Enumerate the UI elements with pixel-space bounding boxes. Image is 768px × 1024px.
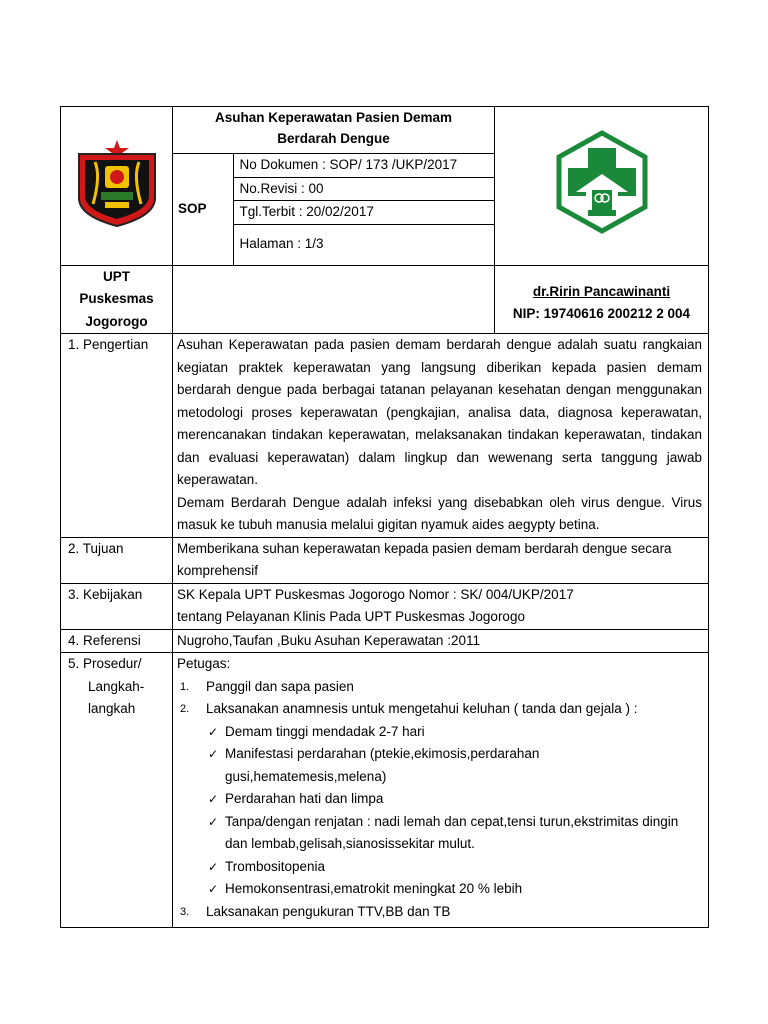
pengertian-label: 1. Pengertian <box>61 334 173 538</box>
check-icon: ✓ <box>208 859 219 874</box>
prosedur-steps <box>177 676 704 721</box>
org-line1: UPT <box>103 268 130 284</box>
step-text: Laksanakan pengukuran TTV,BB dan TB <box>206 903 451 919</box>
title-block <box>173 107 495 266</box>
check-icon: ✓ <box>208 792 219 806</box>
check-icon: ✓ <box>208 814 219 829</box>
symptom-checklist <box>177 721 704 901</box>
step-text: Laksanakan anamnesis untuk mengetahui keluhan ( tanda dan gejala ) : <box>206 701 638 716</box>
referensi-content: Nugroho,Taufan ,Buku Asuhan Keperawatan :2011 <box>173 629 709 653</box>
tujuan-content: Memberikana suhan keperawatan kepada pasien demam berdarah dengue secara komprehensif <box>173 537 709 583</box>
sop-document <box>60 106 708 928</box>
checklist-text: Manifestasi perdarahan (ptekie,ekimosis,perdarahan gusi,hematemesis,melena) <box>225 746 540 784</box>
prosedur-label-line3: langkah <box>88 701 136 716</box>
tujuan-label: 2. Tujuan <box>61 537 173 583</box>
no-revisi: No.Revisi : 00 <box>233 177 494 201</box>
checklist-item <box>177 811 704 856</box>
sop-label: SOP <box>173 154 233 265</box>
kebijakan-content <box>173 583 709 629</box>
prosedur-steps-continued <box>177 901 704 924</box>
checklist-text: Perdarahan hati dan limpa <box>225 791 384 806</box>
kebijakan-label: 3. Kebijakan <box>61 583 173 629</box>
district-crest-icon <box>71 136 163 228</box>
kebijakan-line2: tentang Pelayanan Klinis Pada UPT Puskesmas Jogorogo <box>177 609 525 624</box>
kebijakan-line1: SK Kepala UPT Puskesmas Jogorogo Nomor : SK/ 004/UKP/2017 <box>177 586 574 602</box>
step-text: Panggil dan sapa pasien <box>206 678 354 694</box>
checklist-text: Trombositopenia <box>225 858 326 874</box>
check-icon: ✓ <box>208 882 219 896</box>
org-line3: Jogorogo <box>85 313 148 329</box>
signer-nip: NIP: 19740616 200212 2 004 <box>512 306 691 322</box>
blank-cell <box>173 265 495 334</box>
referensi-label: 4. Referensi <box>61 629 173 653</box>
check-icon: ✓ <box>208 747 219 761</box>
district-crest-cell <box>61 107 173 266</box>
checklist-item <box>177 856 704 879</box>
tgl-terbit: Tgl.Terbit : 20/02/2017 <box>233 201 494 225</box>
no-dokumen: No Dokumen : SOP/ 173 /UKP/2017 <box>233 154 494 177</box>
halaman: Halaman : 1/3 <box>239 236 324 252</box>
pengertian-paragraph-1: Asuhan Keperawatan pada pasien demam berdarah dengue adalah suatu rangkaian kegiatan praktek keperawatan yang langsung diberikan kepada pasien demam berdarah dengue pada berbagai tatanan pelayanan kesehatan dengan menggunakan metodologi proses keperawatan (pengkajian, analisa data, diagnosa keperawatan, merencanakan tindakan keperawatan, melaksanakan tindakan keperawatan, tindakan dan evaluasi keperawatan) dalam lingkup dan wewenang serta tanggung jawab keperawatan. <box>177 337 702 487</box>
checklist-item <box>177 721 704 744</box>
check-icon: ✓ <box>208 724 219 739</box>
prosedur-label-line2: Langkah- <box>88 678 145 694</box>
sop-table <box>60 106 709 928</box>
prosedur-step-3 <box>177 901 704 924</box>
pengertian-paragraph-2: Demam Berdarah Dengue adalah infeksi yang disebabkan oleh virus dengue. Virus masuk ke tubuh manusia melalui gigitan nyamuk aides aegypty betina. <box>177 494 702 532</box>
signer-cell <box>495 265 709 334</box>
step-number: 1. <box>180 680 190 693</box>
prosedur-label <box>61 653 173 928</box>
signer-name: dr.Ririn Pancawinanti <box>532 283 671 299</box>
org-line2: Puskesmas <box>79 291 154 306</box>
checklist-item <box>177 878 704 901</box>
checklist-item <box>177 743 704 788</box>
checklist-text: Hemokonsentrasi,ematrokit meningkat 20 % lebih <box>225 881 523 896</box>
document-title-line1: Asuhan Keperawatan Pasien Demam <box>214 110 453 125</box>
prosedur-intro: Petugas: <box>177 656 231 671</box>
puskesmas-logo-icon <box>550 130 654 234</box>
prosedur-step-1 <box>177 676 704 699</box>
checklist-text: Demam tinggi mendadak 2-7 hari <box>225 723 425 739</box>
prosedur-label-line1: 5. Prosedur/ <box>68 656 142 671</box>
puskesmas-logo-cell <box>495 107 709 266</box>
checklist-text: Tanpa/dengan renjatan : nadi lemah dan cepat,tensi turun,ekstrimitas dingin dan lembab,gelisah,sianosissekitar mulut. <box>225 813 679 851</box>
step-number: 3. <box>180 905 190 918</box>
checklist-item <box>177 788 704 811</box>
prosedur-step-2 <box>177 698 704 721</box>
prosedur-content <box>173 653 709 928</box>
step-number: 2. <box>180 703 190 715</box>
pengertian-content <box>173 334 709 538</box>
organization-cell <box>61 265 173 334</box>
document-title-line2: Berdarah Dengue <box>277 131 390 146</box>
